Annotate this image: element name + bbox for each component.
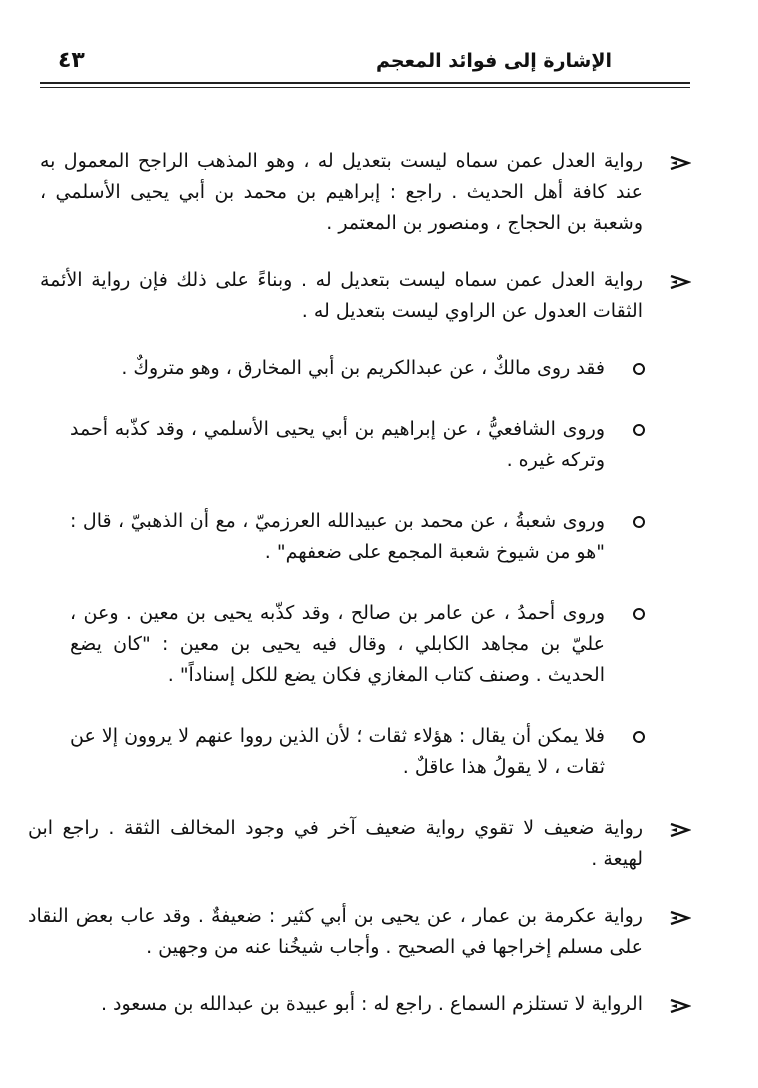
sub-point bbox=[70, 506, 695, 568]
circle-bullet-icon bbox=[633, 731, 645, 743]
main-point-text: رواية عكرمة بن عمار ، عن يحيى بن أبي كثير : ضعيفةٌ . وقد عاب بعض النقاد على مسلم إخراجها في الصحيح . وأجاب شيخُنا عنه من وجهين . bbox=[28, 905, 643, 958]
sub-point-text: فقد روى مالكٌ ، عن عبدالكريم بن أبي المخارق ، وهو متروكٌ . bbox=[121, 357, 605, 379]
header-rule-thin bbox=[40, 87, 690, 88]
main-point bbox=[40, 146, 695, 239]
main-point-text: رواية العدل عمن سماه ليست بتعديل له . وبناءً على ذلك فإن رواية الأئمة الثقات العدول عن الراوي ليست بتعديل له . bbox=[40, 269, 643, 322]
main-point bbox=[28, 813, 695, 875]
arrow-bullet-icon bbox=[669, 911, 691, 925]
arrow-bullet-icon bbox=[669, 156, 691, 170]
arrow-bullet-icon bbox=[669, 823, 691, 837]
circle-bullet-icon bbox=[633, 424, 645, 436]
circle-bullet-icon bbox=[633, 516, 645, 528]
main-point-text: الرواية لا تستلزم السماع . راجع له : أبو عبيدة بن عبدالله بن مسعود . bbox=[100, 993, 643, 1015]
main-point-text: رواية ضعيف لا تقوي رواية ضعيف آخر في وجود المخالف الثقة . راجع ابن لهيعة . bbox=[28, 817, 643, 870]
main-point bbox=[40, 265, 695, 327]
sub-point-text: فلا يمكن أن يقال : هؤلاء ثقات ؛ لأن الذين رووا عنهم لا يروون إلا عن ثقات ، لا يقولُ هذا عاقلٌ . bbox=[70, 725, 605, 778]
sub-point bbox=[70, 598, 695, 691]
sub-point bbox=[70, 414, 695, 476]
arrow-bullet-icon bbox=[669, 999, 691, 1013]
arrow-bullet-icon bbox=[669, 275, 691, 289]
main-point bbox=[28, 901, 695, 963]
sub-point-text: وروى الشافعيُّ ، عن إبراهيم بن أبي يحيى الأسلمي ، وقد كذّبه أحمد وتركه غيره . bbox=[70, 418, 605, 471]
page-number: ٤٣ bbox=[58, 48, 85, 73]
sub-point bbox=[70, 721, 695, 783]
circle-bullet-icon bbox=[633, 608, 645, 620]
sub-point bbox=[70, 353, 695, 384]
circle-bullet-icon bbox=[633, 363, 645, 375]
page-body bbox=[28, 146, 695, 1046]
header-rule-thick bbox=[40, 82, 690, 84]
main-point bbox=[28, 989, 695, 1020]
page-header bbox=[40, 48, 690, 88]
running-title: الإشارة إلى فوائد المعجم bbox=[375, 50, 612, 72]
sub-point-text: وروى أحمدُ ، عن عامر بن صالح ، وقد كذّبه يحيى بن معين . وعن ، عليّ بن مجاهد الكابلي ، وقال فيه يحيى بن معين : "كان يضع الحديث . وصنف كتاب المغازي فكان يضع للكل إسناداً" . bbox=[70, 602, 605, 686]
sub-point-text: وروى شعبةُ ، عن محمد بن عبيدالله العرزميّ ، مع أن الذهبيّ ، قال : "هو من شيوخ شعبة المجمع على ضعفهم" . bbox=[70, 510, 605, 563]
main-point-text: رواية العدل عمن سماه ليست بتعديل له ، وهو المذهب الراجح المعمول به عند كافة أهل الحديث . راجع : إبراهيم بن محمد بن أبي يحيى الأسلمي ، وشعبة بن الحجاج ، ومنصور بن المعتمر . bbox=[40, 150, 643, 234]
